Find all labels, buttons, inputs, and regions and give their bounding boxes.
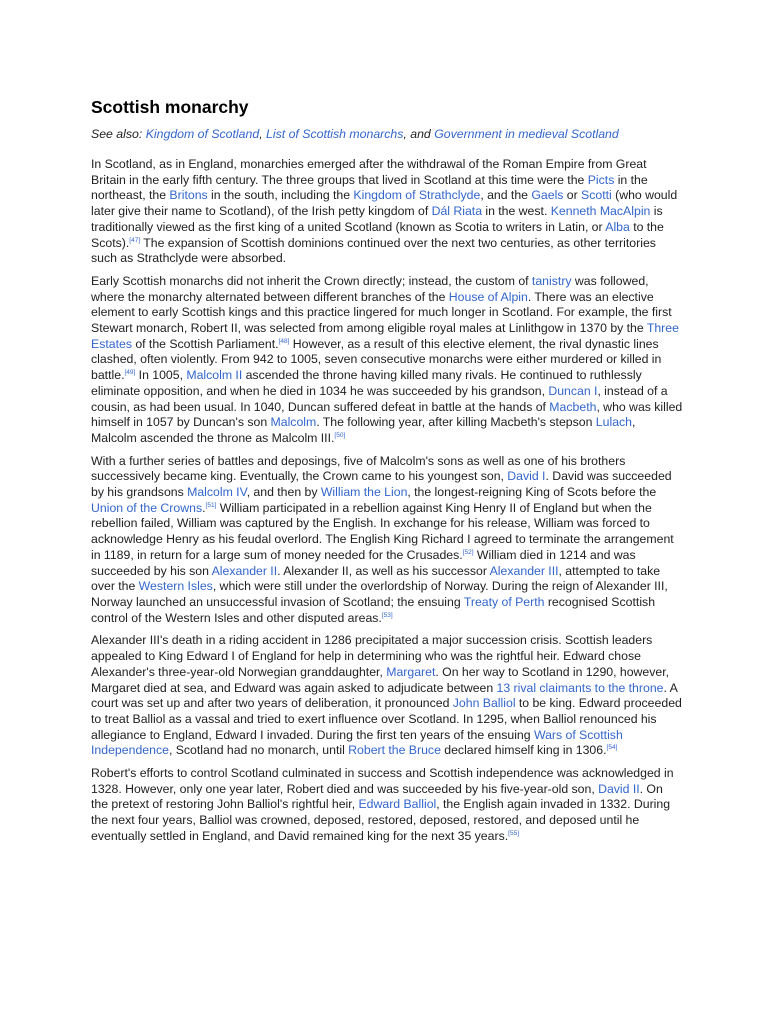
hatnote-link-list-of-scottish-monarchs[interactable]: List of Scottish monarchs	[266, 127, 404, 141]
paragraph-text: , and then by	[246, 485, 321, 500]
paragraph-text: Alexander III's death in a riding accident in 1286 precipitated a major succession crisis. Scottish leaders appealed to King Edward I of England for help in determining who was the rightful heir. Edward chose Alexander's three-year-old Norwegian granddaughter,	[91, 633, 653, 679]
paragraph-text: William died in 1214 and was succeeded by his son	[91, 547, 636, 578]
wiki-link-d-l-riata[interactable]: Dál Riata	[431, 204, 483, 219]
wiki-link-13-rival-claimants-to-the-throne[interactable]: 13 rival claimants to the throne	[496, 680, 664, 695]
paragraph-text: In 1005,	[135, 368, 187, 383]
article	[91, 96, 683, 852]
paragraph-text: However, as a result of this elective element, the rival dynastic lines clashed, often violently. From 942 to 1005, seven consecutive monarchs were either murdered or killed in battle.	[91, 336, 662, 383]
citation-ref[interactable]: [54]	[606, 744, 618, 752]
hatnote-link-government-in-medieval-scotland[interactable]: Government in medieval Scotland	[434, 127, 619, 141]
paragraph-text: or	[563, 188, 582, 203]
wiki-link-alexander-iii[interactable]: Alexander III	[489, 563, 559, 578]
wiki-link-robert-the-bruce[interactable]: Robert the Bruce	[348, 743, 441, 758]
wiki-link-britons[interactable]: Britons	[169, 188, 208, 203]
paragraph-text: . On the pretext of restoring John Balliol's rightful heir,	[91, 781, 663, 812]
paragraph-4	[91, 633, 683, 759]
wiki-link-gaels[interactable]: Gaels	[531, 188, 564, 203]
wiki-link-alba[interactable]: Alba	[605, 219, 630, 234]
paragraph-text: , the longest-reigning King of Scots before the	[407, 485, 657, 500]
wiki-link-malcolm[interactable]: Malcolm	[270, 415, 317, 430]
citation-ref[interactable]: [50]	[334, 431, 346, 439]
paragraph-text: William participated in a rebellion against King Henry II of England but when the rebellion failed, William was captured by the English. In exchange for his release, William was forced to acknowledge Henry as his feudal overlord. The English King Richard I agreed to terminate the arrangement in 1189, in return for a large sum of money needed for the Crusades.	[91, 500, 674, 562]
paragraph-text: recognised Scottish control of the Western Isles and other disputed areas.	[91, 594, 656, 625]
wiki-link-kenneth-macalpin[interactable]: Kenneth MacAlpin	[550, 204, 651, 219]
wiki-link-tanistry[interactable]: tanistry	[531, 273, 572, 288]
wiki-link-alexander-ii[interactable]: Alexander II	[211, 563, 278, 578]
wiki-link-union-of-the-crowns[interactable]: Union of the Crowns	[91, 500, 203, 515]
wiki-link-kingdom-of-strathclyde[interactable]: Kingdom of Strathclyde	[353, 188, 481, 203]
paragraph-text: to be king. Edward proceeded to treat Balliol as a vassal and tried to exert influence over Scotland. In 1295, when Balliol renounced his allegiance to England, Edward I invaded. During the first ten years of the ensuing	[91, 696, 682, 742]
see-also-hatnote	[91, 126, 683, 143]
wiki-link-john-balliol[interactable]: John Balliol	[452, 696, 516, 711]
paragraph-text: , Malcolm ascended the throne as Malcolm III.	[91, 415, 636, 445]
paragraph-text: , the English again invaded in 1332. During the next four years, Balliol was crowned, deposed, restored, deposed, restored, and deposed until he eventually settled in England, and David remained king for the next 35 years.	[91, 797, 671, 843]
section-heading: Scottish monarchy	[91, 97, 249, 117]
paragraph-text: , which were still under the overlordship of Norway. During the reign of Alexander III, Norway launched an unsuccessful invasion of Scotland; the ensuing	[91, 579, 668, 609]
paragraph-text: ascended the throne having killed many rivals. He continued to ruthlessly eliminate opposition, and when he died in 1034 he was succeeded by his grandson,	[91, 368, 642, 398]
paragraph-text: , Scotland had no monarch, until	[168, 743, 349, 758]
paragraph-text: is traditionally viewed as the first king of a united Scotland (known as Scotia to writers in Latin, or	[91, 204, 663, 234]
wiki-link-three-estates[interactable]: Three Estates	[91, 321, 679, 351]
wiki-link-edward-balliol[interactable]: Edward Balliol	[358, 797, 437, 812]
citation-ref[interactable]: [48]	[278, 337, 290, 345]
citation-ref[interactable]: [55]	[508, 829, 519, 837]
paragraph-text: , instead of a cousin, as had been usual. In 1040, Duncan suffered defeat in battle at the hands of	[91, 383, 668, 414]
paragraph-text: in the northeast, the	[91, 172, 648, 203]
wiki-link-scotti[interactable]: Scotti	[581, 188, 612, 203]
citation-ref[interactable]: [51]	[205, 501, 217, 509]
paragraph-text: .	[202, 500, 206, 515]
wiki-link-duncan-i[interactable]: Duncan I	[548, 383, 598, 398]
paragraph-text: , attempted to take over the	[91, 563, 661, 594]
paragraph-3	[91, 454, 683, 627]
paragraph-text: . There was an elective element to early Scottish kings and this practice lingered for much longer in Scotland. For example, the first Stewart monarch, Robert II, was selected from among eligible royal males at Linlithgow in 1370 by the	[91, 289, 672, 336]
hatnote-conjunction: , and	[403, 127, 435, 141]
paragraph-1	[91, 157, 683, 267]
wiki-link-house-of-alpin[interactable]: House of Alpin	[448, 289, 528, 304]
paragraph-text: Robert's efforts to control Scotland culminated in success and Scottish independence was acknowledged in 1328. However, only one year later, Robert died and was succeeded by his five-year-old son,	[91, 766, 674, 796]
paragraph-text: declared himself king in 1306.	[440, 743, 607, 758]
paragraph-text: . David was succeeded by his grandsons	[91, 469, 672, 500]
paragraph-text: . A court was set up and after two years of deliberation, it pronounced	[91, 680, 678, 711]
hatnote-link-kingdom-of-scotland[interactable]: Kingdom of Scotland	[145, 127, 260, 141]
paragraph-text: of the Scottish Parliament.	[132, 336, 279, 351]
paragraph-text: With a further series of battles and deposings, five of Malcolm's sons as well as one of his brothers successively became king. Eventually, the Crown came to his youngest son,	[91, 453, 626, 484]
paragraph-text: . On her way to Scotland in 1290, however, Margaret died at sea, and Edward was again asked to adjudicate between	[91, 664, 670, 695]
wiki-link-western-isles[interactable]: Western Isles	[138, 579, 213, 594]
paragraph-text: In Scotland, as in England, monarchies emerged after the withdrawal of the Roman Empire from Great Britain in the early fifth century. The three groups that lived in Scotland at this time were the	[91, 157, 647, 187]
paragraph-text: . Alexander II, as well as his successor	[277, 563, 490, 578]
paragraph-5	[91, 766, 683, 845]
paragraph-text: , and the	[480, 188, 532, 203]
hatnote-separator: ,	[259, 127, 267, 141]
wiki-link-malcolm-iv[interactable]: Malcolm IV	[187, 485, 247, 500]
hatnote-prefix: See also:	[91, 127, 146, 141]
paragraph-text: to the Scots).	[91, 219, 664, 250]
citation-ref[interactable]: [53]	[381, 611, 393, 619]
paragraph-text: in the west.	[482, 204, 551, 219]
wiki-link-malcolm-ii[interactable]: Malcolm II	[186, 368, 243, 383]
wiki-link-margaret[interactable]: Margaret	[386, 664, 436, 679]
article-body	[91, 157, 683, 845]
paragraph-text: Early Scottish monarchs did not inherit the Crown directly; instead, the custom of	[91, 273, 532, 288]
paragraph-text: , who was killed himself in 1057 by Duncan's son	[91, 399, 683, 430]
citation-ref[interactable]: [47]	[129, 236, 141, 244]
paragraph-2	[91, 274, 683, 447]
wiki-link-lulach[interactable]: Lulach	[595, 415, 633, 430]
paragraph-text: . The following year, after killing Macbeth's stepson	[316, 415, 596, 430]
citation-ref[interactable]: [52]	[462, 548, 474, 556]
wiki-link-wars-of-scottish-independence[interactable]: Wars of Scottish Independence	[91, 727, 623, 758]
citation-ref[interactable]: [49]	[124, 369, 136, 377]
paragraph-text: was followed, where the monarchy alternated between different branches of the	[91, 273, 649, 304]
wiki-link-macbeth[interactable]: Macbeth	[549, 399, 597, 414]
paragraph-text: The expansion of Scottish dominions continued over the next two centuries, as other territories such as Strathclyde were absorbed.	[91, 235, 656, 266]
wiki-link-david-i[interactable]: David I	[507, 469, 546, 484]
paragraph-text: (who would later give their name to Scotland), of the Irish petty kingdom of	[91, 188, 678, 219]
paragraph-text: in the south, including the	[207, 188, 354, 203]
wiki-link-picts[interactable]: Picts	[587, 172, 615, 187]
wiki-link-william-the-lion[interactable]: William the Lion	[320, 485, 408, 500]
wiki-link-david-ii[interactable]: David II	[598, 781, 640, 796]
wiki-link-treaty-of-perth[interactable]: Treaty of Perth	[463, 594, 545, 609]
